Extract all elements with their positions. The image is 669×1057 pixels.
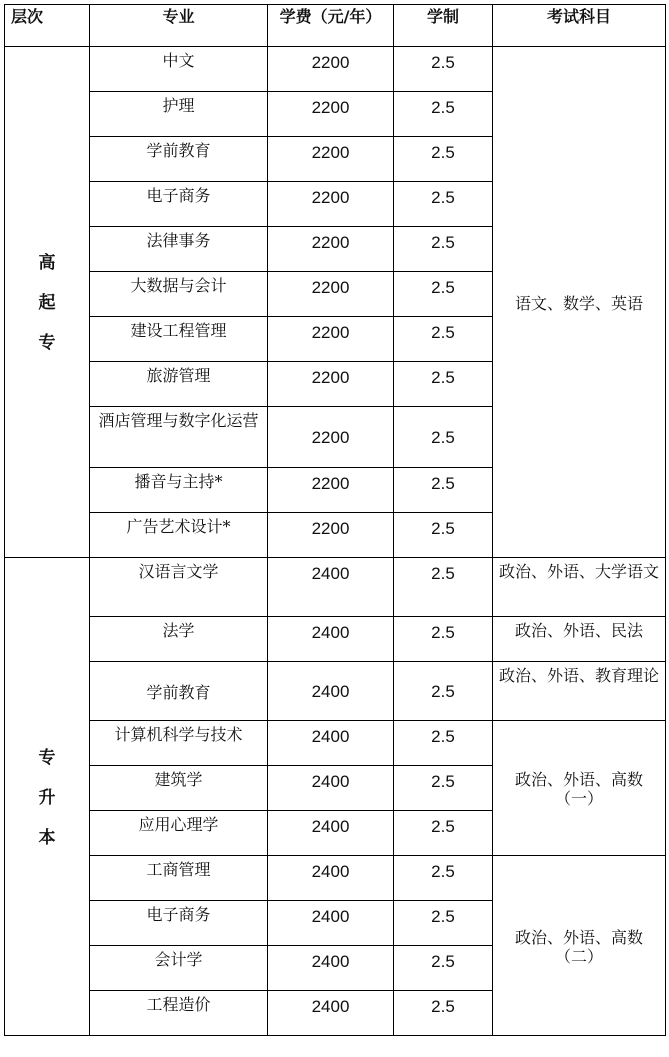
years-cell: 2.5 xyxy=(394,92,493,137)
years-cell: 2.5 xyxy=(394,468,493,513)
major-cell: 酒店管理与数字化运营 xyxy=(90,407,268,468)
exam-cell: 语文、数学、英语 xyxy=(493,47,666,558)
table-row xyxy=(5,558,666,617)
header-row xyxy=(5,5,666,47)
major-cell: 建筑学 xyxy=(90,766,268,811)
years-cell: 2.5 xyxy=(394,766,493,811)
fee-cell: 2200 xyxy=(268,362,394,407)
table-row xyxy=(5,856,666,901)
level-label: 高 起 专 xyxy=(38,253,56,353)
major-cell: 工商管理 xyxy=(90,856,268,901)
fee-cell: 2200 xyxy=(268,47,394,92)
fee-cell: 2400 xyxy=(268,901,394,946)
fee-cell: 2400 xyxy=(268,946,394,991)
years-cell: 2.5 xyxy=(394,362,493,407)
fee-cell: 2400 xyxy=(268,721,394,766)
table-row xyxy=(5,617,666,662)
exam-cell: 政治、外语、高数（一） xyxy=(493,721,666,856)
fee-cell: 2200 xyxy=(268,317,394,362)
major-cell: 应用心理学 xyxy=(90,811,268,856)
major-cell: 学前教育 xyxy=(90,662,268,721)
years-cell: 2.5 xyxy=(394,991,493,1036)
table-row xyxy=(5,721,666,766)
fee-cell: 2200 xyxy=(268,272,394,317)
exam-cell: 政治、外语、大学语文 xyxy=(493,558,666,617)
level-cell-zhuanshengben xyxy=(5,558,90,1036)
exam-cell: 政治、外语、民法 xyxy=(493,617,666,662)
fee-cell: 2200 xyxy=(268,92,394,137)
years-cell: 2.5 xyxy=(394,901,493,946)
header-level: 层次 xyxy=(5,5,90,47)
header-fee: 学费（元/年） xyxy=(268,5,394,47)
years-cell: 2.5 xyxy=(394,617,493,662)
header-years: 学制 xyxy=(394,5,493,47)
major-cell: 法律事务 xyxy=(90,227,268,272)
fee-cell: 2200 xyxy=(268,137,394,182)
fee-cell: 2400 xyxy=(268,811,394,856)
major-cell: 法学 xyxy=(90,617,268,662)
major-cell: 电子商务 xyxy=(90,901,268,946)
fee-cell: 2200 xyxy=(268,182,394,227)
exam-cell: 政治、外语、高数（二） xyxy=(493,856,666,1036)
years-cell: 2.5 xyxy=(394,946,493,991)
major-cell: 护理 xyxy=(90,92,268,137)
years-cell: 2.5 xyxy=(394,137,493,182)
years-cell: 2.5 xyxy=(394,856,493,901)
header-major: 专业 xyxy=(90,5,268,47)
fee-cell: 2400 xyxy=(268,991,394,1036)
years-cell: 2.5 xyxy=(394,47,493,92)
major-cell: 播音与主持* xyxy=(90,468,268,513)
level-label: 专 升 本 xyxy=(38,747,56,848)
major-cell: 建设工程管理 xyxy=(90,317,268,362)
years-cell: 2.5 xyxy=(394,407,493,468)
major-cell: 工程造价 xyxy=(90,991,268,1036)
years-cell: 2.5 xyxy=(394,182,493,227)
fee-cell: 2200 xyxy=(268,227,394,272)
fee-cell: 2200 xyxy=(268,468,394,513)
years-cell: 2.5 xyxy=(394,721,493,766)
major-cell: 会计学 xyxy=(90,946,268,991)
exam-cell: 政治、外语、教育理论 xyxy=(493,662,666,721)
fee-cell: 2400 xyxy=(268,856,394,901)
years-cell: 2.5 xyxy=(394,272,493,317)
fee-cell: 2400 xyxy=(268,617,394,662)
fee-cell: 2400 xyxy=(268,766,394,811)
major-cell: 旅游管理 xyxy=(90,362,268,407)
level-cell-gaoqizhuan xyxy=(5,47,90,558)
table-row xyxy=(5,47,666,92)
major-cell: 大数据与会计 xyxy=(90,272,268,317)
years-cell: 2.5 xyxy=(394,811,493,856)
years-cell: 2.5 xyxy=(394,513,493,558)
major-cell: 学前教育 xyxy=(90,137,268,182)
table-row xyxy=(5,662,666,721)
fee-cell: 2400 xyxy=(268,558,394,617)
major-cell: 汉语言文学 xyxy=(90,558,268,617)
fee-cell: 2200 xyxy=(268,407,394,468)
header-exam: 考试科目 xyxy=(493,5,666,47)
fee-cell: 2200 xyxy=(268,513,394,558)
major-cell: 计算机科学与技术 xyxy=(90,721,268,766)
years-cell: 2.5 xyxy=(394,227,493,272)
years-cell: 2.5 xyxy=(394,662,493,721)
years-cell: 2.5 xyxy=(394,317,493,362)
fee-cell: 2400 xyxy=(268,662,394,721)
major-cell: 广告艺术设计* xyxy=(90,513,268,558)
major-cell: 电子商务 xyxy=(90,182,268,227)
years-cell: 2.5 xyxy=(394,558,493,617)
major-cell: 中文 xyxy=(90,47,268,92)
program-table xyxy=(4,4,666,1036)
